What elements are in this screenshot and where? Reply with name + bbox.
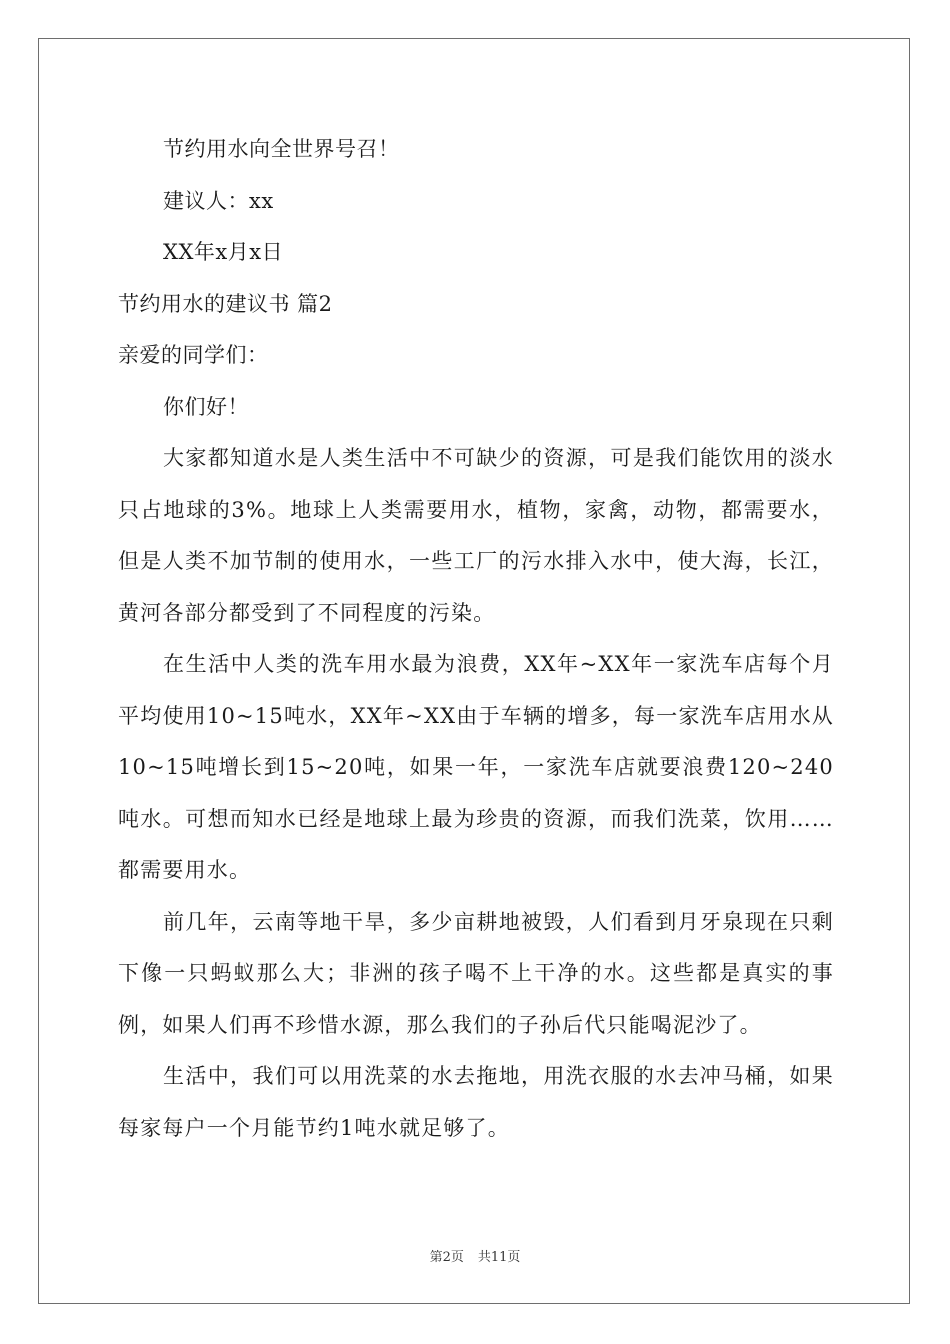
page-number: 第2页 [429, 1250, 464, 1265]
paragraph-daily-saving: 生活中，我们可以用洗菜的水去拖地，用洗衣服的水去冲马桶，如果每家每户一个月能节约1吨水就足够了。 [118, 1064, 834, 1140]
page-footer [0, 1246, 950, 1265]
greeting-line: 你们好！ [163, 394, 249, 419]
paragraph-water-resources: 大家都知道水是人类生活中不可缺少的资源，可是我们能饮用的淡水只占地球的3%。地球上人类需要用水，植物，家禽，动物，都需要水，但是人类不加节制的使用水，一些工厂的污水排入水中，使大海，长江，黄河各部分都受到了不同程度的污染。 [118, 446, 834, 625]
section-title: 节约用水的建议书 篇2 [118, 291, 333, 316]
document-body [118, 124, 834, 1154]
proposer-line: 建议人：xx [163, 188, 274, 213]
paragraph-car-wash: 在生活中人类的洗车用水最为浪费，XX年~XX年一家洗车店每个月平均使用10~15吨水，XX年~XX由于车辆的增多，每一家洗车店用水从10~15吨增长到15~20吨，如果一年，一家洗车店就要浪费120~240吨水。可想而知水已经是地球上最为珍贵的资源，而我们洗菜，饮用……都需要用水。 [118, 652, 834, 882]
salutation-line: 亲爱的同学们： [118, 343, 269, 367]
paragraph-drought: 前几年，云南等地干旱，多少亩耕地被毁，人们看到月牙泉现在只剩下像一只蚂蚁那么大；非洲的孩子喝不上干净的水。这些都是真实的事例，如果人们再不珍惜水源，那么我们的子孙后代只能喝泥沙了。 [118, 909, 834, 1037]
page-total: 共11页 [477, 1250, 521, 1265]
date-line: XX年x月x日 [163, 240, 284, 264]
closing-call-line: 节约用水向全世界号召！ [163, 137, 400, 161]
